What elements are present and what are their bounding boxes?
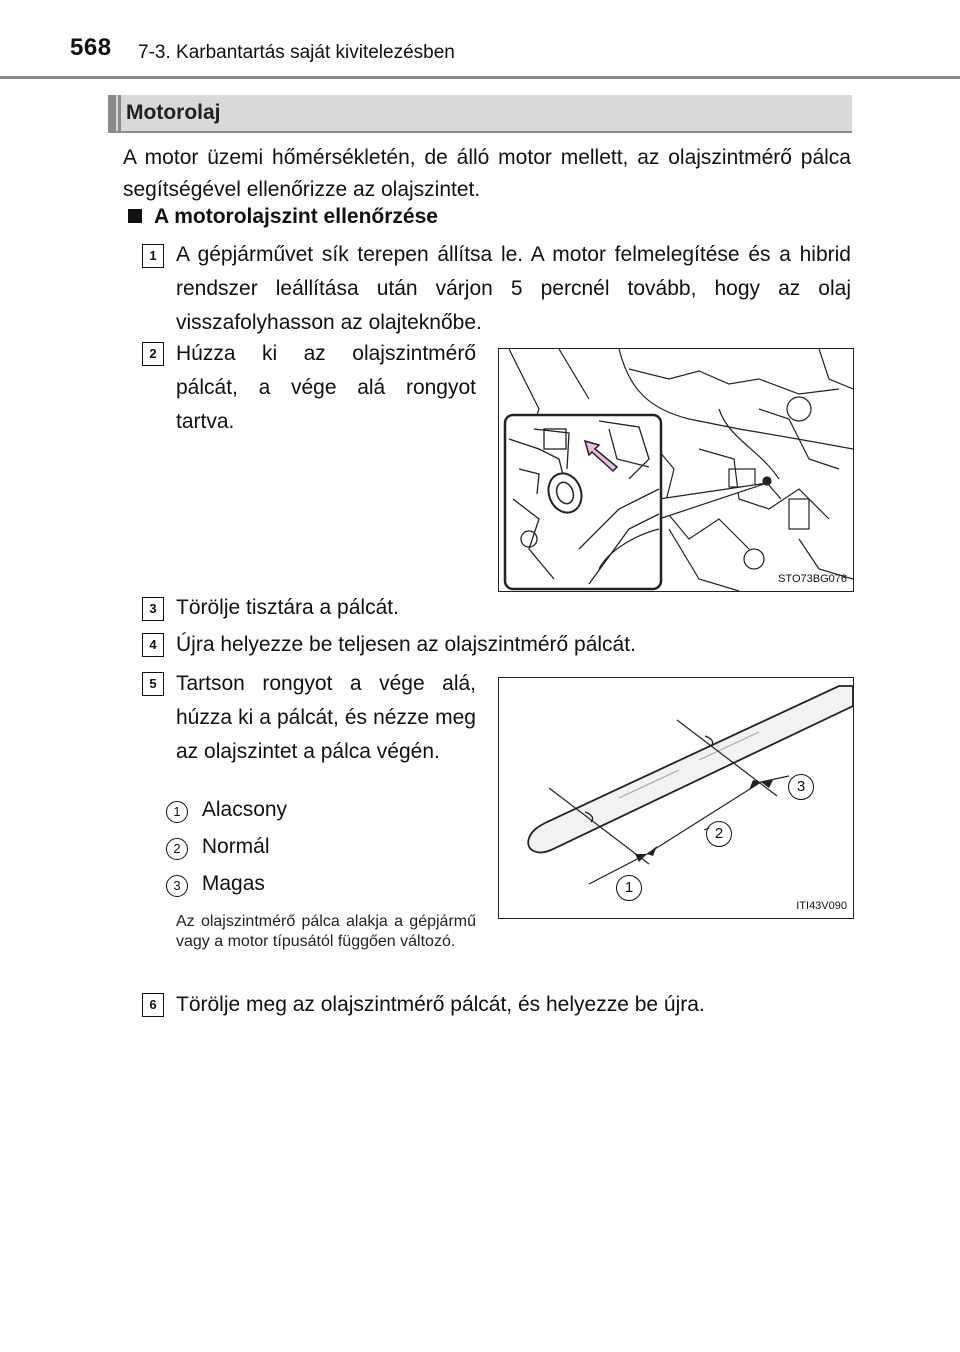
page-number: 568 — [70, 34, 112, 61]
step-text-6: Törölje meg az olajszintmérő pálcát, és helyezze be újra. — [176, 993, 705, 1016]
legend-item-low — [166, 798, 287, 823]
step-text-2: Húzza ki az olajszintmérő pálcát, a vége alá rongyot tartva. — [176, 342, 476, 433]
subheading — [128, 205, 438, 229]
callout-number-1: 1 — [616, 875, 642, 901]
legend-number-2: 2 — [166, 838, 188, 860]
step-number-2: 2 — [142, 342, 164, 366]
step-text-3: Törölje tisztára a pálcát. — [176, 596, 399, 619]
step-number-5: 5 — [142, 672, 164, 696]
section-accent — [108, 95, 116, 131]
header-rule — [0, 76, 960, 79]
step-text-1: A gépjárművet sík terepen állítsa le. A motor felmelegítése és a hibrid rendszer leállítása után várjon 5 percnél tovább, hogy az olaj visszafolyhasson az olajteknőbe. — [176, 243, 851, 334]
section-bar — [108, 95, 852, 133]
step-number-4: 4 — [142, 633, 164, 657]
legend-label-2: Normál — [201, 835, 270, 858]
note-text: Az olajszintmérő pálca alakja a gépjármű vagy a motor típusától függően változó. — [176, 913, 476, 950]
step-number-3: 3 — [142, 597, 164, 621]
dipstick-figure — [498, 677, 854, 919]
section-title: Motorolaj — [126, 101, 221, 124]
section-accent-thin — [118, 95, 121, 131]
legend-number-1: 1 — [166, 801, 188, 823]
legend-label-3: Magas — [201, 872, 265, 895]
step-text-5: Tartson rongyot a vége alá, húzza ki a pálcát, és nézze meg az olajszintet a pálca végén. — [176, 672, 476, 763]
engine-figure — [498, 348, 854, 592]
legend-number-3: 3 — [166, 875, 188, 897]
dipstick-callout-1 — [616, 875, 642, 901]
subheading-text: A motorolajszint ellenőrzése — [154, 205, 438, 228]
callout-number-2: 2 — [706, 821, 732, 847]
legend-label-1: Alacsony — [201, 798, 288, 821]
engine-figure-code: STO73BG076 — [778, 573, 847, 585]
step-number-1: 1 — [142, 244, 164, 268]
chapter-title: 7-3. Karbantartás saját kivitelezésben — [138, 42, 455, 63]
step-text-4: Újra helyezze be teljesen az olajszintmérő pálcát. — [176, 633, 636, 656]
dipstick-callout-2 — [706, 821, 732, 847]
intro-paragraph: A motor üzemi hőmérsékletén, de álló motor mellett, az olajszintmérő pálca segítségével ellenőrizze az olajszintet. — [123, 146, 851, 201]
legend-item-high — [166, 872, 265, 897]
legend-item-normal — [166, 835, 270, 860]
dipstick-figure-code: ITI43V090 — [796, 900, 847, 912]
square-bullet-icon — [128, 209, 142, 223]
callout-number-3: 3 — [788, 774, 814, 800]
step-number-6: 6 — [142, 993, 164, 1017]
dipstick-callout-3 — [788, 774, 814, 800]
engine-illustration — [499, 349, 853, 591]
